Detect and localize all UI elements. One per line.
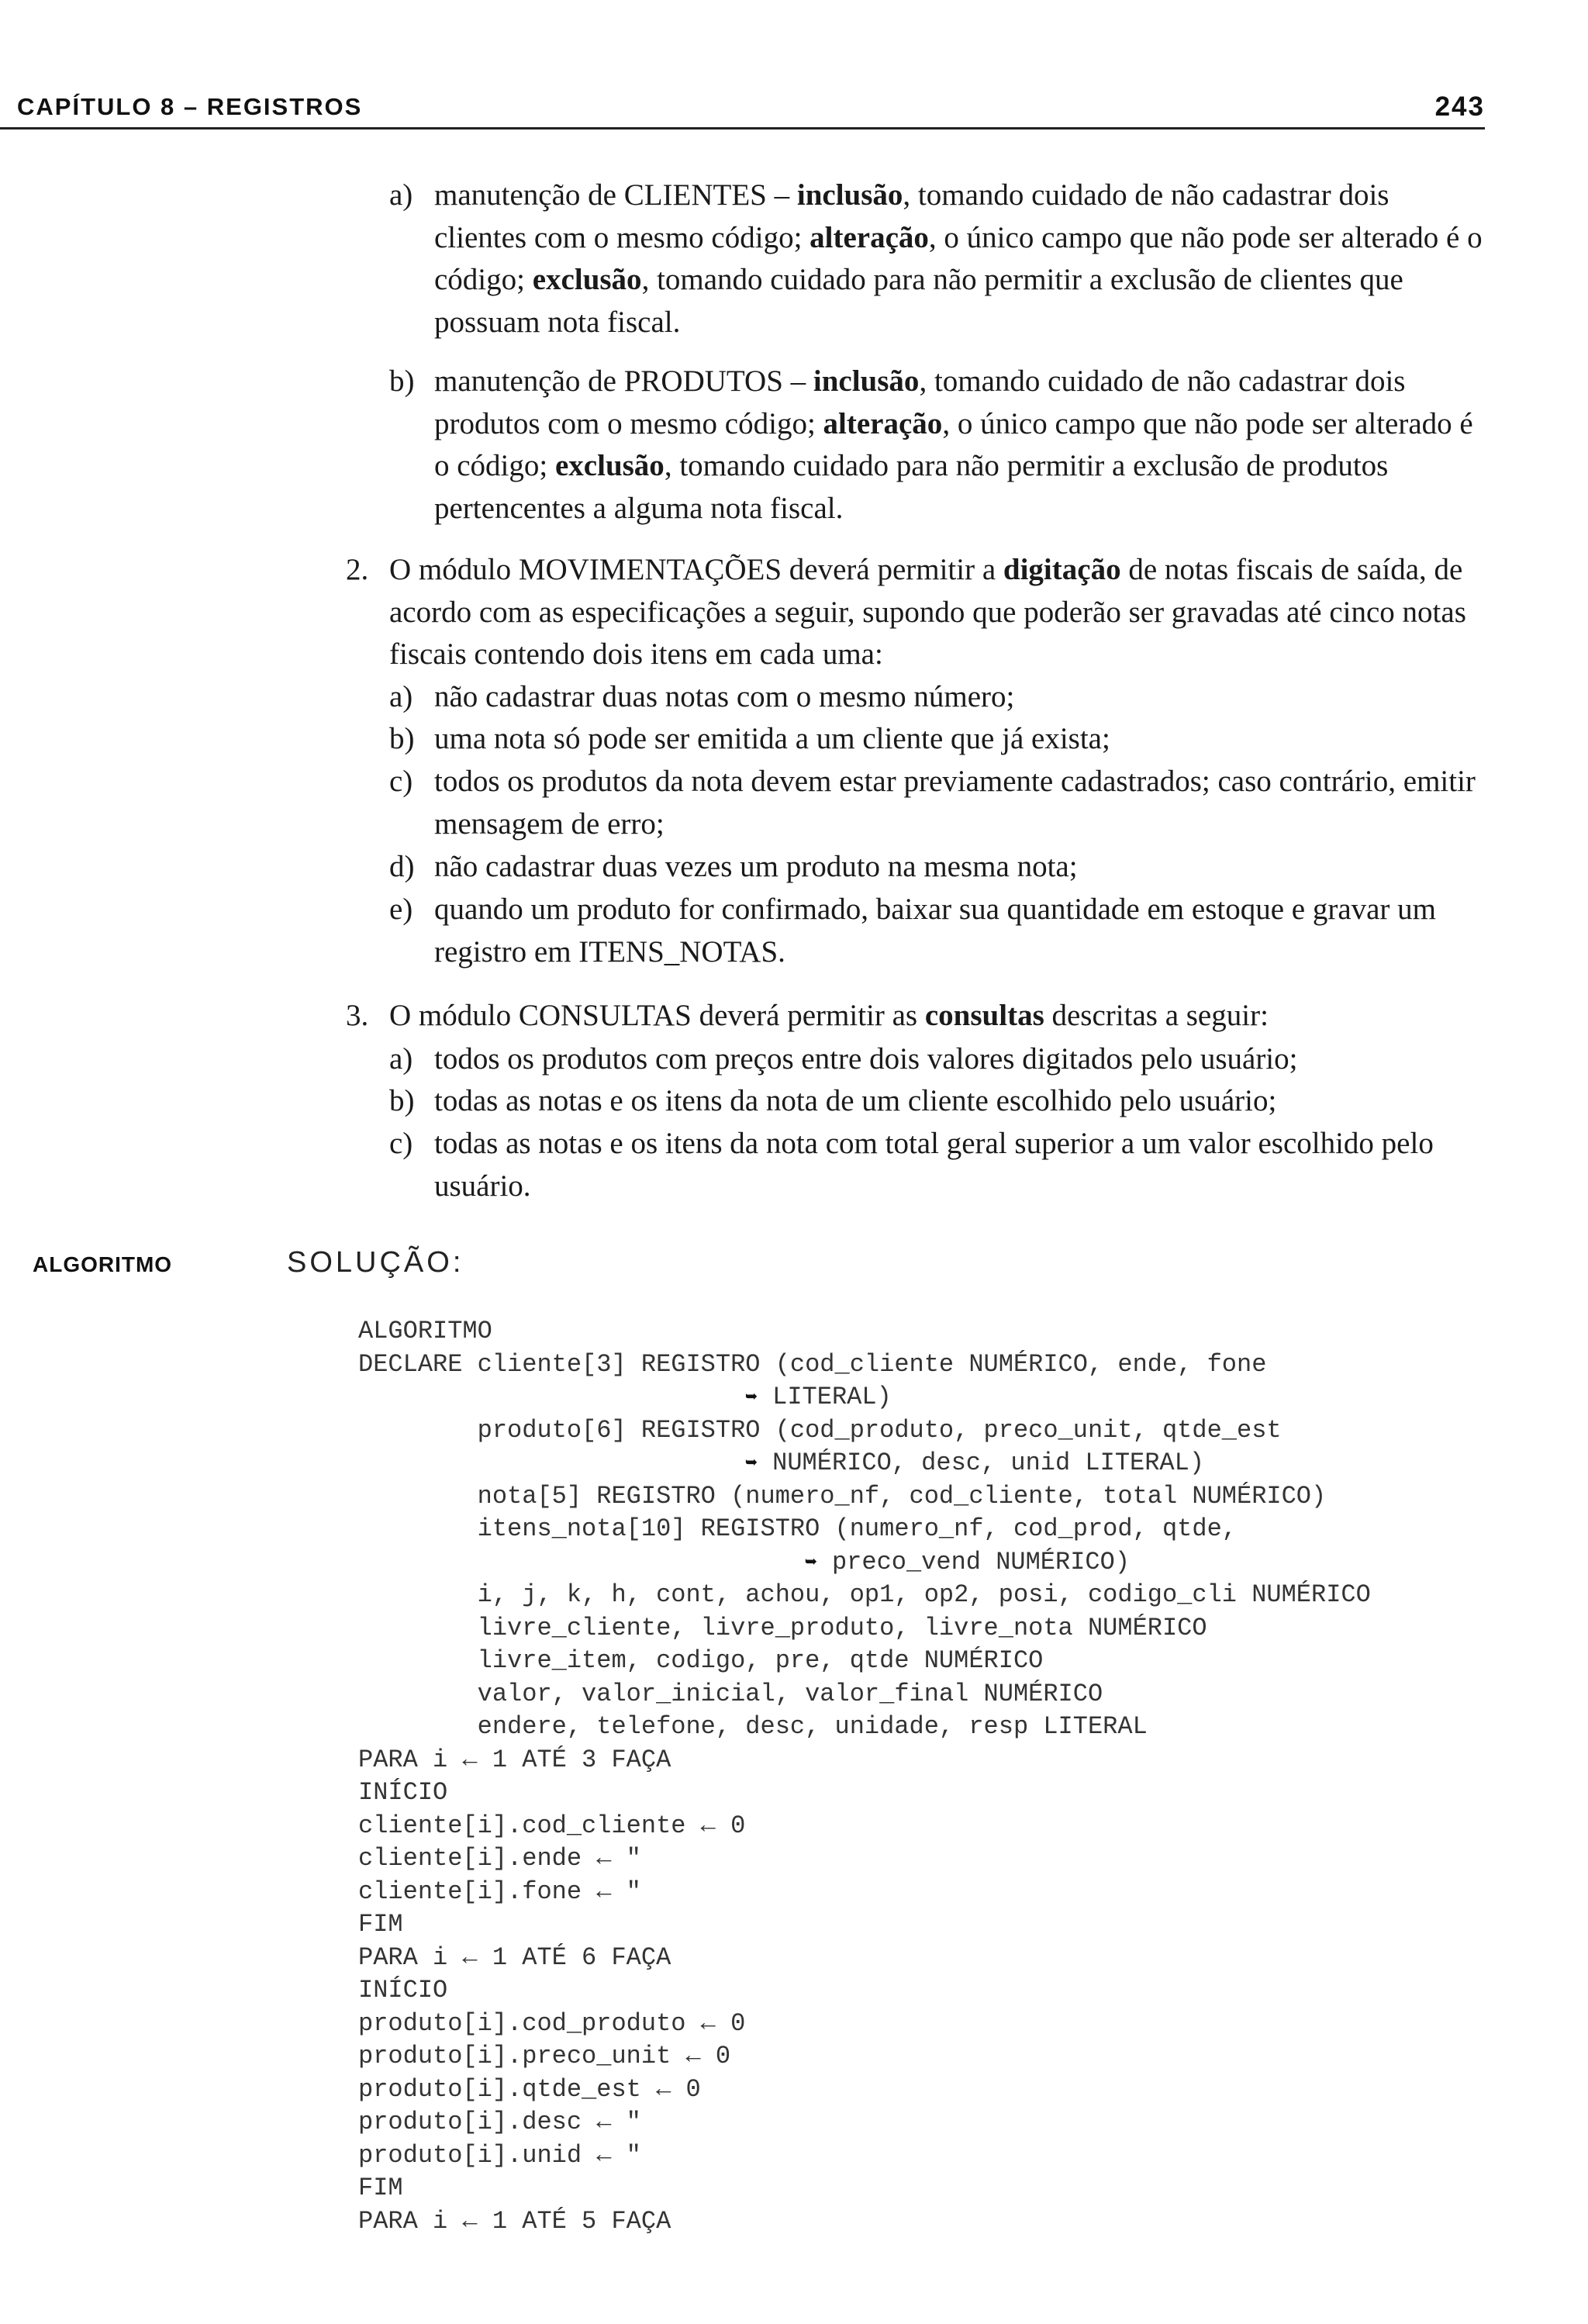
code-line: livre_item, codigo, pre, qtde NUMÉRICO [477, 1646, 1044, 1675]
continuation-arrow-icon: ➥ [745, 1386, 758, 1410]
code-line: endere, telefone, desc, unidade, resp LITERAL [477, 1712, 1148, 1741]
code-line: livre_cliente, livre_produto, livre_nota NUMÉRICO [477, 1613, 1207, 1642]
list-item: a) não cadastrar duas notas com o mesmo número; [434, 676, 1483, 719]
item-marker: c) [389, 1127, 413, 1160]
continuation-arrow-icon: ➥ [745, 1452, 758, 1476]
code-line: valor, valor_inicial, valor_final NUMÉRICO [477, 1679, 1103, 1708]
code-line: cliente[i].cod_cliente ← 0 [358, 1811, 746, 1840]
item-marker: a) [389, 680, 413, 713]
list-item: b) uma nota só pode ser emitida a um cliente que já exista; [434, 718, 1483, 761]
code-line: itens_nota[10] REGISTRO (numero_nf, cod_prod, qtde, [477, 1514, 1237, 1543]
code-line: ALGORITMO [358, 1317, 492, 1345]
running-head [0, 87, 1485, 129]
list-item: b) todas as notas e os itens da nota de um cliente escolhido pelo usuário; [434, 1080, 1483, 1123]
code-line: FIM [358, 2174, 403, 2202]
item-marker: b) [389, 1084, 415, 1117]
code-line: PARA i ← 1 ATÉ 5 FAÇA [358, 2206, 671, 2236]
item-marker: e) [389, 893, 413, 926]
item-marker: a) [389, 178, 413, 212]
code-line: PARA i ← 1 ATÉ 6 FAÇA [358, 1942, 671, 1972]
page-number: 243 [1434, 92, 1485, 122]
item-marker: a) [389, 1042, 413, 1076]
code-line: i, j, k, h, cont, achou, op1, op2, posi, codigo_cli NUMÉRICO [477, 1580, 1371, 1609]
code-line: produto[i].preco_unit ← 0 [358, 2042, 731, 2070]
item-marker: b) [389, 722, 415, 755]
list-item: a) todos os produtos com preços entre dois valores digitados pelo usuário; [434, 1038, 1483, 1081]
item-marker: b) [389, 364, 415, 398]
code-line: produto[i].unid ← " [358, 2140, 641, 2170]
code-line: INÍCIO [358, 1778, 448, 1807]
continuation-arrow-icon: ➥ [805, 1551, 817, 1575]
code-line: cliente[i].ende ← " [358, 1844, 641, 1873]
code-line: produto[i].qtde_est ← 0 [358, 2074, 701, 2104]
code-line: ➥ NUMÉRICO, desc, unid LITERAL) [745, 1449, 1205, 1477]
code-line: produto[i].cod_produto ← 0 [358, 2008, 746, 2038]
list-item: b) manutenção de PRODUTOS – inclusão, tomando cuidado de não cadastrar dois produtos com o mesmo código; alteração, o único campo que não pode ser alterado é o código; exclusão, tomando cuidado para não permitir a exclusão de produtos pertencentes a alguma nota fiscal. [434, 361, 1483, 530]
solution-heading: SOLUÇÃO: [287, 1246, 464, 1279]
list-item: a) manutenção de CLIENTES – inclusão, tomando cuidado de não cadastrar dois clientes com o mesmo código; alteração, o único campo que não pode ser alterado é o código; exclusão, tomando cuidado para não permitir a exclusão de clientes que possuam nota fiscal. [434, 174, 1483, 344]
code-line: nota[5] REGISTRO (numero_nf, cod_cliente, total NUMÉRICO) [477, 1481, 1327, 1511]
code-line: produto[6] REGISTRO (cod_produto, preco_unit, qtde_est [477, 1415, 1282, 1445]
code-line: DECLARE cliente[3] REGISTRO (cod_cliente NUMÉRICO, ende, fone [358, 1349, 1267, 1379]
list-item: c) todas as notas e os itens da nota com total geral superior a um valor escolhido pelo usuário. [434, 1123, 1483, 1207]
chapter-title: CAPÍTULO 8 – REGISTROS [17, 93, 363, 120]
code-line: produto[i].desc ← " [358, 2108, 641, 2136]
list-item: 2. O módulo MOVIMENTAÇÕES deverá permitir a digitação de notas fiscais de saída, de acordo com as especificações a seguir, supondo que poderão ser gravadas até cinco notas fiscais contendo dois itens em cada uma: [389, 549, 1483, 676]
code-line: ➥ preco_vend NUMÉRICO) [805, 1547, 1131, 1576]
list-item: d) não cadastrar duas vezes um produto na mesma nota; [434, 846, 1483, 889]
item-marker: d) [389, 850, 415, 883]
margin-label-algorithm: ALGORITMO [33, 1252, 173, 1276]
pseudocode-block [358, 1315, 1371, 2238]
code-line: FIM [358, 1910, 403, 1939]
item-marker: 2. [346, 553, 369, 586]
item-marker: 3. [346, 999, 369, 1032]
item-marker: c) [389, 765, 413, 798]
code-line: cliente[i].fone ← " [358, 1877, 641, 1906]
list-item: c) todos os produtos da nota devem estar previamente cadastrados; caso contrário, emitir mensagem de erro; [434, 761, 1483, 845]
code-line: ➥ LITERAL) [745, 1383, 892, 1411]
code-line: PARA i ← 1 ATÉ 3 FAÇA [358, 1745, 671, 1774]
list-item: e) quando um produto for confirmado, baixar sua quantidade em estoque e gravar um registro em ITENS_NOTAS. [434, 889, 1483, 973]
code-line: INÍCIO [358, 1976, 448, 2005]
list-item: 3. O módulo CONSULTAS deverá permitir as consultas descritas a seguir: [389, 995, 1483, 1038]
